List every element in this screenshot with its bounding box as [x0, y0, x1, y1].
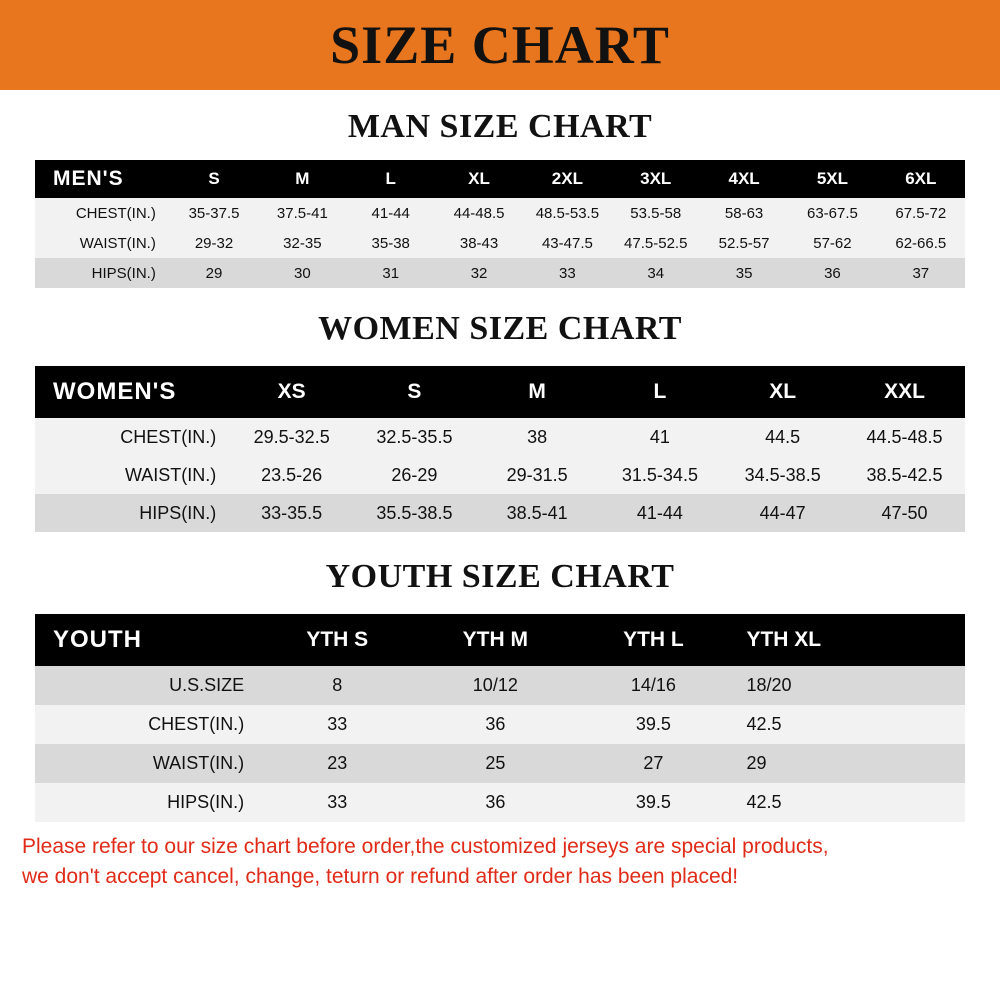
men-waist-m: 32-35 [258, 228, 346, 258]
youth-header-s: YTH S [258, 614, 416, 666]
youth-ussize-label: U.S.SIZE [35, 666, 258, 705]
women-chest-xl: 44.5 [721, 418, 844, 456]
men-chest-6xl: 67.5-72 [877, 198, 965, 228]
women-hips-xxl: 47-50 [844, 494, 965, 532]
men-header-s: S [170, 160, 258, 198]
men-hips-4xl: 35 [700, 258, 788, 288]
men-hips-xl: 32 [435, 258, 523, 288]
table-row [35, 494, 965, 532]
women-chest-s: 32.5-35.5 [353, 418, 476, 456]
policy-note [0, 822, 1000, 893]
women-chest-m: 38 [476, 418, 599, 456]
youth-hips-s: 33 [258, 783, 416, 822]
men-chest-s: 35-37.5 [170, 198, 258, 228]
table-row [35, 744, 965, 783]
men-chest-4xl: 58-63 [700, 198, 788, 228]
men-hips-l: 31 [347, 258, 435, 288]
youth-section-title: YOUTH SIZE CHART [325, 558, 675, 595]
women-waist-xs: 23.5-26 [230, 456, 353, 494]
men-chest-l: 41-44 [347, 198, 435, 228]
men-chest-m: 37.5-41 [258, 198, 346, 228]
men-chest-3xl: 53.5-58 [612, 198, 700, 228]
youth-hips-xl: 42.5 [732, 783, 965, 822]
table-header-row [35, 160, 965, 198]
table-header-row [35, 366, 965, 418]
women-header-l: L [599, 366, 722, 418]
youth-hips-l: 39.5 [574, 783, 732, 822]
youth-waist-l: 27 [574, 744, 732, 783]
men-waist-4xl: 52.5-57 [700, 228, 788, 258]
men-waist-3xl: 47.5-52.5 [612, 228, 700, 258]
men-size-table [35, 160, 965, 288]
women-hips-xs: 33-35.5 [230, 494, 353, 532]
youth-waist-m: 25 [416, 744, 574, 783]
men-header-3xl: 3XL [612, 160, 700, 198]
youth-chest-s: 33 [258, 705, 416, 744]
table-row [35, 456, 965, 494]
women-waist-label: WAIST(IN.) [35, 456, 230, 494]
women-hips-s: 35.5-38.5 [353, 494, 476, 532]
table-row [35, 666, 965, 705]
men-chest-xl: 44-48.5 [435, 198, 523, 228]
men-hips-m: 30 [258, 258, 346, 288]
women-waist-s: 26-29 [353, 456, 476, 494]
women-section [0, 288, 1000, 532]
men-waist-xl: 38-43 [435, 228, 523, 258]
youth-section [0, 532, 1000, 822]
youth-chest-l: 39.5 [574, 705, 732, 744]
women-header-s: S [353, 366, 476, 418]
men-header-xl: XL [435, 160, 523, 198]
men-hips-3xl: 34 [612, 258, 700, 288]
men-hips-label: HIPS(IN.) [35, 258, 170, 288]
women-hips-label: HIPS(IN.) [35, 494, 230, 532]
men-header-6xl: 6XL [877, 160, 965, 198]
youth-size-table [35, 614, 965, 822]
women-chest-l: 41 [599, 418, 722, 456]
youth-chest-m: 36 [416, 705, 574, 744]
youth-hips-m: 36 [416, 783, 574, 822]
men-section-title: MAN SIZE CHART [347, 108, 653, 145]
men-hips-s: 29 [170, 258, 258, 288]
women-waist-xl: 34.5-38.5 [721, 456, 844, 494]
youth-hips-label: HIPS(IN.) [35, 783, 258, 822]
women-hips-l: 41-44 [599, 494, 722, 532]
youth-waist-xl: 29 [732, 744, 965, 783]
men-header-m: M [258, 160, 346, 198]
women-header-xs: XS [230, 366, 353, 418]
table-header-row [35, 614, 965, 666]
men-waist-5xl: 57-62 [788, 228, 876, 258]
policy-note-line-2: we don't accept cancel, change, teturn or refund after order has been placed! [22, 865, 739, 889]
men-hips-2xl: 33 [523, 258, 611, 288]
youth-ussize-m: 10/12 [416, 666, 574, 705]
men-waist-s: 29-32 [170, 228, 258, 258]
youth-ussize-xl: 18/20 [732, 666, 965, 705]
table-row [35, 198, 965, 228]
youth-waist-label: WAIST(IN.) [35, 744, 258, 783]
women-chest-xs: 29.5-32.5 [230, 418, 353, 456]
women-hips-xl: 44-47 [721, 494, 844, 532]
men-chest-label: CHEST(IN.) [35, 198, 170, 228]
women-header-xl: XL [721, 366, 844, 418]
table-row [35, 258, 965, 288]
men-hips-5xl: 36 [788, 258, 876, 288]
women-size-table [35, 366, 965, 532]
youth-ussize-l: 14/16 [574, 666, 732, 705]
women-header-label: WOMEN'S [35, 366, 230, 418]
women-section-title: WOMEN SIZE CHART [318, 310, 682, 347]
men-section [0, 90, 1000, 288]
women-chest-xxl: 44.5-48.5 [844, 418, 965, 456]
table-row [35, 228, 965, 258]
women-waist-m: 29-31.5 [476, 456, 599, 494]
header-banner [0, 0, 1000, 90]
women-header-xxl: XXL [844, 366, 965, 418]
men-header-5xl: 5XL [788, 160, 876, 198]
youth-header-m: YTH M [416, 614, 574, 666]
women-chest-label: CHEST(IN.) [35, 418, 230, 456]
youth-chest-xl: 42.5 [732, 705, 965, 744]
women-waist-l: 31.5-34.5 [599, 456, 722, 494]
men-waist-2xl: 43-47.5 [523, 228, 611, 258]
policy-note-line-1: Please refer to our size chart before order,the customized jerseys are special products, [22, 835, 829, 858]
men-chest-2xl: 48.5-53.5 [523, 198, 611, 228]
youth-waist-s: 23 [258, 744, 416, 783]
table-row [35, 705, 965, 744]
page-title: SIZE CHART [330, 15, 670, 75]
youth-header-label: YOUTH [35, 614, 258, 666]
men-hips-6xl: 37 [877, 258, 965, 288]
youth-chest-label: CHEST(IN.) [35, 705, 258, 744]
table-row [35, 783, 965, 822]
women-header-m: M [476, 366, 599, 418]
youth-ussize-s: 8 [258, 666, 416, 705]
women-waist-xxl: 38.5-42.5 [844, 456, 965, 494]
women-hips-m: 38.5-41 [476, 494, 599, 532]
men-waist-6xl: 62-66.5 [877, 228, 965, 258]
youth-header-xl: YTH XL [732, 614, 965, 666]
men-waist-l: 35-38 [347, 228, 435, 258]
men-header-2xl: 2XL [523, 160, 611, 198]
men-header-4xl: 4XL [700, 160, 788, 198]
youth-header-l: YTH L [574, 614, 732, 666]
men-chest-5xl: 63-67.5 [788, 198, 876, 228]
men-header-l: L [347, 160, 435, 198]
table-row [35, 418, 965, 456]
men-header-label: MEN'S [35, 160, 170, 198]
men-waist-label: WAIST(IN.) [35, 228, 170, 258]
